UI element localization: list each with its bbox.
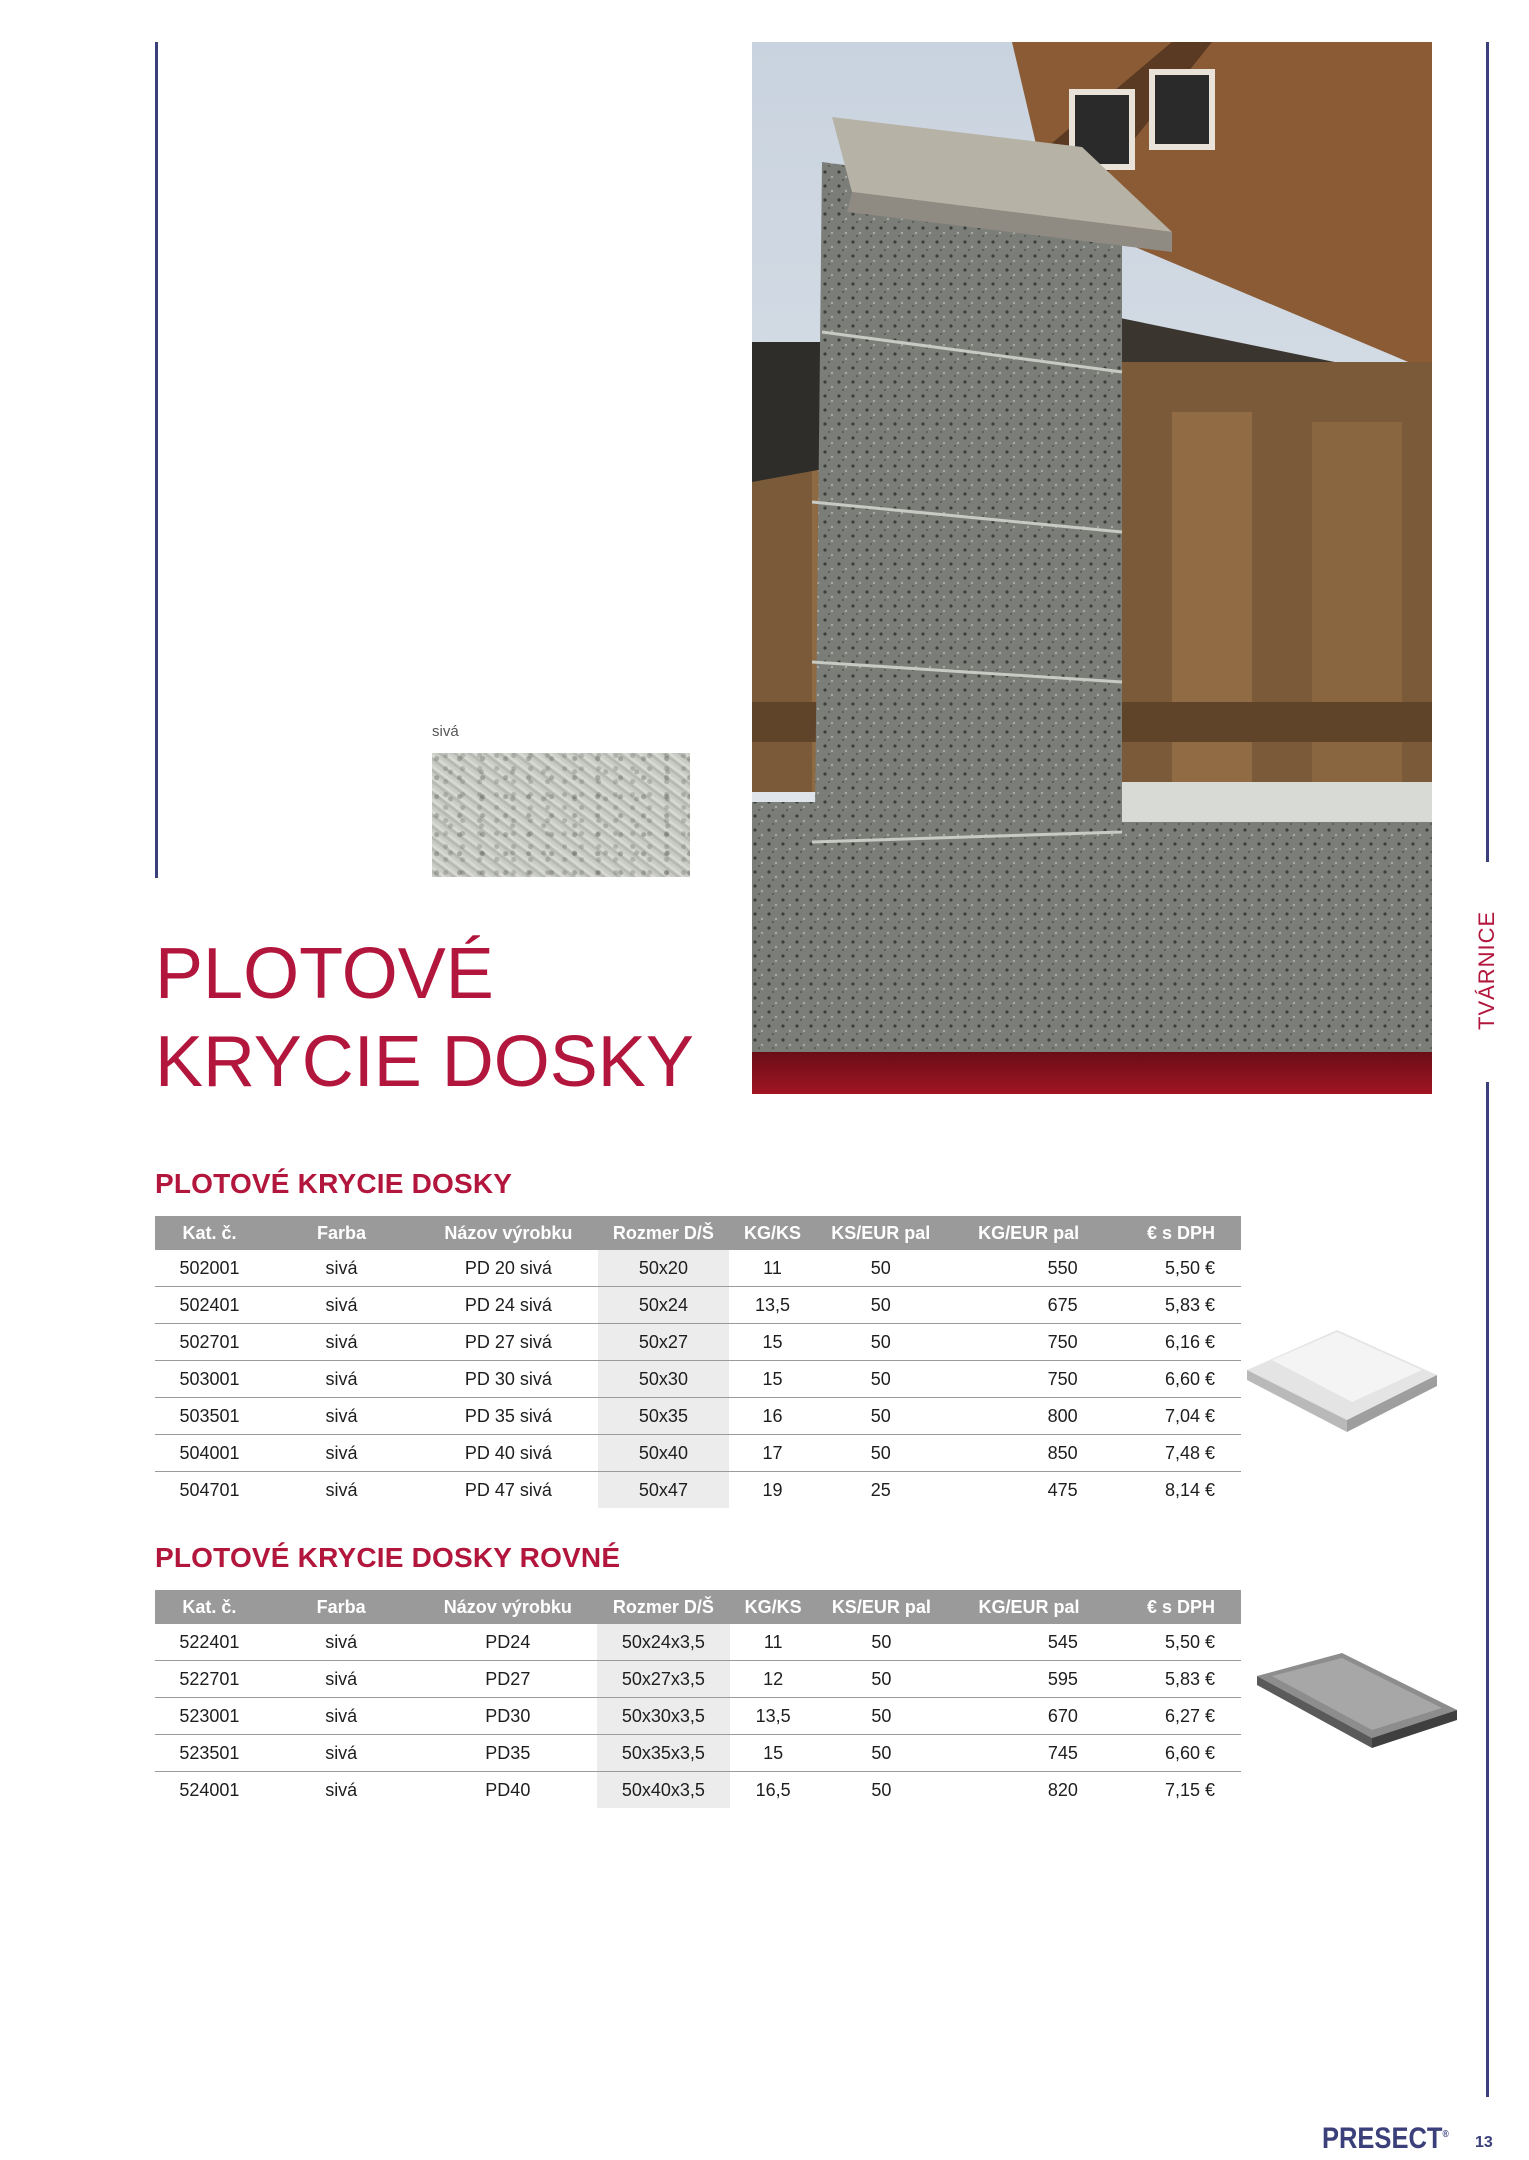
cell-nazov: PD24 [419, 1624, 597, 1661]
col-header: Názov výrobku [419, 1216, 598, 1250]
cell-nazov: PD 35 sivá [419, 1398, 598, 1435]
cell-nazov: PD 47 sivá [464, 1479, 552, 1500]
page-title-line1: PLOTOVÉ [155, 934, 494, 1014]
cell-rozmer: 50x27 [598, 1324, 729, 1361]
cell-price: 7,48 € [1112, 1435, 1241, 1472]
left-rule [155, 42, 158, 878]
cell-kat: 522401 [155, 1624, 264, 1661]
cell-nazov: PD27 [419, 1661, 597, 1698]
cell-farba: sivá [264, 1435, 419, 1472]
cell-kat: 522701 [155, 1661, 264, 1698]
cell-rozmer: 50x24 [598, 1287, 729, 1324]
cell-rozmer: 50x30x3,5 [597, 1698, 730, 1735]
swatch-label: sivá [432, 723, 459, 740]
cell-kg-eur-pal: 750 [946, 1324, 1112, 1361]
cell-kat: 524001 [179, 1779, 240, 1800]
cell-kg-eur-pal: 850 [946, 1435, 1112, 1472]
cell-ks-eur-pal: 50 [817, 1735, 946, 1772]
page-title-line2: KRYCIE DOSKY [155, 1022, 694, 1102]
section-title-1: PLOTOVÉ KRYCIE DOSKY [155, 1168, 513, 1199]
cell-kat: 503501 [155, 1398, 264, 1435]
cell-kg-eur-pal: 800 [946, 1398, 1112, 1435]
col-header: Rozmer D/Š [597, 1590, 730, 1624]
table-row [155, 1250, 1241, 1287]
cell-farba: sivá [264, 1287, 419, 1324]
col-header: € s DPH [1112, 1216, 1241, 1250]
col-header: Farba [264, 1216, 419, 1250]
price-table-2 [155, 1590, 1241, 1808]
col-header: KG/EUR pal [946, 1216, 1112, 1250]
cell-kg-ks: 16,5 [755, 1779, 791, 1800]
product-image-capped-slab [1242, 1320, 1442, 1445]
cell-kg-ks: 13,5 [730, 1698, 817, 1735]
cell-kat: 502701 [155, 1324, 264, 1361]
page-title [155, 930, 694, 1106]
cell-price: 8,14 € [1164, 1479, 1215, 1500]
cell-rozmer: 50x40x3,5 [597, 1772, 730, 1809]
cell-kat: 523501 [155, 1735, 264, 1772]
right-rule-bottom [1486, 1082, 1489, 2097]
col-header: Kat. č. [155, 1590, 264, 1624]
cell-price: 5,83 € [1112, 1661, 1241, 1698]
cell-ks-eur-pal: 50 [816, 1287, 946, 1324]
table-row [155, 1735, 1241, 1772]
cell-price: 5,83 € [1112, 1287, 1241, 1324]
table-row [155, 1772, 1241, 1809]
cell-kg-ks: 17 [729, 1435, 816, 1472]
cell-rozmer: 50x35x3,5 [597, 1735, 730, 1772]
cell-price: 5,50 € [1112, 1250, 1241, 1287]
table-row [155, 1361, 1241, 1398]
cell-kg-eur-pal: 675 [946, 1287, 1112, 1324]
cell-kat: 504001 [155, 1435, 264, 1472]
col-header: Názov výrobku [419, 1590, 597, 1624]
cell-kg-ks: 15 [729, 1324, 816, 1361]
cell-kg-ks: 11 [729, 1250, 816, 1287]
cell-kg-ks: 16 [729, 1398, 816, 1435]
table-row [155, 1624, 1241, 1661]
product-image-flat-slab [1252, 1648, 1462, 1763]
cell-rozmer: 50x27x3,5 [597, 1661, 730, 1698]
cell-kg-eur-pal: 745 [946, 1735, 1112, 1772]
cell-farba: sivá [264, 1624, 419, 1661]
table-row [155, 1661, 1241, 1698]
cell-kg-eur-pal: 550 [946, 1250, 1112, 1287]
cell-nazov: PD35 [419, 1735, 597, 1772]
cell-price: 6,60 € [1112, 1361, 1241, 1398]
section-title-2: PLOTOVÉ KRYCIE DOSKY ROVNÉ [155, 1542, 621, 1573]
cell-price: 7,04 € [1112, 1398, 1241, 1435]
cell-kg-ks: 12 [730, 1661, 817, 1698]
page-number: 13 [1475, 2134, 1493, 2151]
color-swatch-gray [432, 753, 690, 877]
cell-farba: sivá [325, 1479, 358, 1500]
cell-kat: 504701 [179, 1479, 240, 1500]
cell-rozmer: 50x47 [598, 1472, 729, 1509]
cell-price: 5,50 € [1112, 1624, 1241, 1661]
cell-nazov: PD 30 sivá [419, 1361, 598, 1398]
cell-nazov: PD40 [485, 1779, 531, 1800]
cell-farba: sivá [264, 1250, 419, 1287]
cell-rozmer: 50x20 [598, 1250, 729, 1287]
col-header: KS/EUR pal [817, 1590, 946, 1624]
cell-ks-eur-pal: 50 [816, 1435, 946, 1472]
brand-logo-text: PRESECT [1322, 2122, 1443, 2155]
cell-price: 6,27 € [1112, 1698, 1241, 1735]
table-header-row [155, 1590, 1241, 1624]
cell-kg-eur-pal: 545 [946, 1624, 1112, 1661]
cell-ks-eur-pal: 50 [817, 1661, 946, 1698]
col-header: Rozmer D/Š [598, 1216, 729, 1250]
cell-farba: sivá [264, 1661, 419, 1698]
col-header: Farba [264, 1590, 419, 1624]
col-header: Kat. č. [155, 1216, 264, 1250]
cell-price: 6,60 € [1112, 1735, 1241, 1772]
cell-ks-eur-pal: 50 [816, 1324, 946, 1361]
cell-ks-eur-pal: 50 [816, 1250, 946, 1287]
cell-nazov: PD 27 sivá [419, 1324, 598, 1361]
cell-kat: 502001 [155, 1250, 264, 1287]
table-row [155, 1698, 1241, 1735]
cell-nazov: PD 40 sivá [419, 1435, 598, 1472]
cell-kg-eur-pal: 475 [1047, 1479, 1078, 1500]
col-header: KG/EUR pal [946, 1590, 1112, 1624]
cell-kg-eur-pal: 595 [946, 1661, 1112, 1698]
cell-kg-eur-pal: 670 [946, 1698, 1112, 1735]
price-table-1 [155, 1216, 1241, 1508]
col-header: € s DPH [1112, 1590, 1241, 1624]
col-header: KG/KS [730, 1590, 817, 1624]
table-header-row [155, 1216, 1241, 1250]
table-row [155, 1324, 1241, 1361]
cell-farba: sivá [264, 1398, 419, 1435]
cell-rozmer: 50x40 [598, 1435, 729, 1472]
side-tab-label: TVÁRNICE [1474, 910, 1499, 1030]
registered-mark: ® [1442, 2129, 1449, 2140]
cell-ks-eur-pal: 50 [816, 1398, 946, 1435]
cell-farba: sivá [264, 1324, 419, 1361]
cell-kg-eur-pal: 750 [946, 1361, 1112, 1398]
cell-kat: 503001 [155, 1361, 264, 1398]
cell-rozmer: 50x35 [598, 1398, 729, 1435]
table-row [155, 1472, 1241, 1509]
cell-kg-ks: 15 [730, 1735, 817, 1772]
cell-ks-eur-pal: 25 [870, 1479, 891, 1500]
cell-farba: sivá [264, 1735, 419, 1772]
fence-pillar-photo [752, 42, 1432, 1094]
cell-nazov: PD30 [419, 1698, 597, 1735]
cell-ks-eur-pal: 50 [816, 1361, 946, 1398]
cell-kg-ks: 15 [729, 1361, 816, 1398]
table-row [155, 1398, 1241, 1435]
cell-kg-ks: 19 [762, 1479, 783, 1500]
cell-rozmer: 50x24x3,5 [597, 1624, 730, 1661]
cell-nazov: PD 20 sivá [419, 1250, 598, 1287]
cell-kat: 502401 [155, 1287, 264, 1324]
cell-ks-eur-pal: 50 [871, 1779, 892, 1800]
col-header: KS/EUR pal [816, 1216, 946, 1250]
table-row [155, 1435, 1241, 1472]
cell-farba: sivá [264, 1698, 419, 1735]
table-row [155, 1287, 1241, 1324]
cell-kg-eur-pal: 820 [1047, 1779, 1078, 1800]
cell-nazov: PD 24 sivá [419, 1287, 598, 1324]
cell-ks-eur-pal: 50 [817, 1624, 946, 1661]
cell-kg-ks: 13,5 [729, 1287, 816, 1324]
cell-kg-ks: 11 [730, 1624, 817, 1661]
cell-price: 7,15 € [1164, 1779, 1215, 1800]
cell-price: 6,16 € [1112, 1324, 1241, 1361]
cell-ks-eur-pal: 50 [817, 1698, 946, 1735]
right-rule-top [1486, 42, 1489, 862]
cell-rozmer: 50x30 [598, 1361, 729, 1398]
col-header: KG/KS [729, 1216, 816, 1250]
cell-kat: 523001 [155, 1698, 264, 1735]
brand-logo [1322, 2122, 1449, 2156]
cell-farba: sivá [264, 1361, 419, 1398]
cell-farba: sivá [325, 1779, 358, 1800]
